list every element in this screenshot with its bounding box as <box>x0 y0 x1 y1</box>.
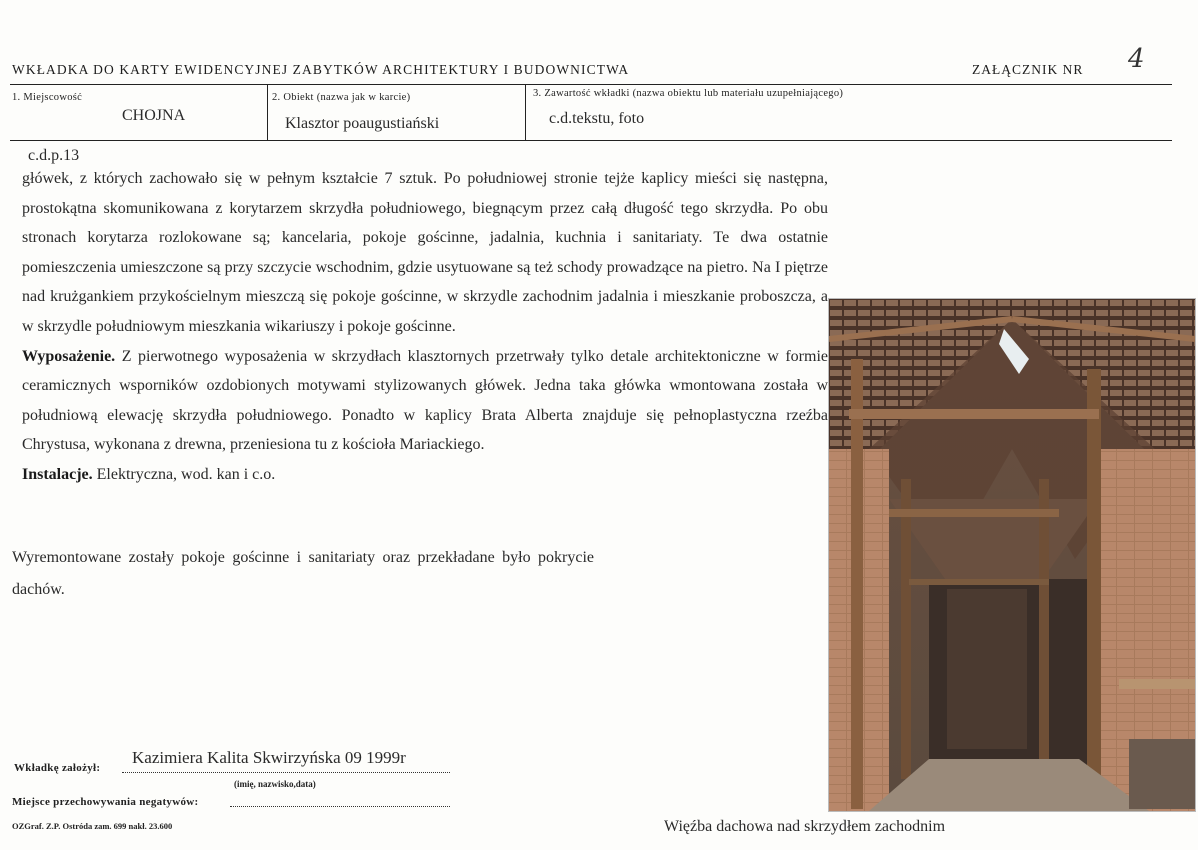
installations-text: Elektryczna, wod. kan i c.o. <box>92 465 276 483</box>
author-dotline <box>122 772 450 773</box>
continuation-note: c.d.p.13 <box>28 147 80 164</box>
locality-value: CHOJNA <box>122 107 186 124</box>
body-text <box>22 164 828 490</box>
object-value: Klasztor poaugustiański <box>285 115 440 132</box>
form-title: WKŁADKA DO KARTY EWIDENCYJNEJ ZABYTKÓW ARCHITEKTURY I BUDOWNICTWA <box>12 62 630 77</box>
object-label: 2. Obiekt (nazwa jak w karcie) <box>272 92 411 103</box>
negative-storage-label: Miejsce przechowywania negatywów: <box>12 796 199 808</box>
print-info: OZGraf. Z.P. Ostróda zam. 699 nakł. 23.600 <box>12 821 173 831</box>
content-value: c.d.tekstu, foto <box>549 110 645 127</box>
roof-truss-image <box>829 299 1195 811</box>
locality-label: 1. Miejscowość <box>12 92 83 103</box>
negative-dotline <box>230 806 450 807</box>
equipment-heading: Wyposażenie. <box>22 347 116 365</box>
roof-truss-photo <box>828 298 1196 812</box>
installations-heading: Instalacje. <box>22 465 93 483</box>
repair-note: Wyremontowane zostały pokoje gościnne i sanitariaty oraz przekładane było pokrycie dachów. <box>12 549 594 598</box>
fields-rule <box>10 140 1172 141</box>
equipment-text: Z pierwotnego wyposażenia w skrzydłach klasztornych przetrwały tylko detale architektoniczne w formie ceramicznych wsporników ozdobionych motywami stylizowanych główek. Jedna taka główka wmontowana została w południową elewację skrzydła południowego. Ponadto w kaplicy Brata Alberta znajduje się pełnoplastyczna rzeźba Chrystusa, wykonana z drewna, przeniesiona tu z kościoła Mariackiego. <box>22 347 828 454</box>
author-hint: (imię, nazwisko,data) <box>234 779 316 789</box>
author-value: Kazimiera Kalita Skwirzyńska 09 1999r <box>132 748 406 767</box>
field-divider <box>267 84 268 141</box>
paragraph-main: główek, z których zachowało się w pełnym kształcie 7 sztuk. Po południowej stronie tejże kaplicy mieści się następna, prostokątna skomunikowana z korytarzem skrzydła południowego, biegnącym przez całą długość tego skrzydła. Po obu stronach korytarza rozlokowane są; kancelaria, pokoje gościnne, jadalnia, kuchnia i sanitariaty. Te dwa ostatnie pomieszczenia umieszczone są przy szczycie wschodnim, gdzie usytuowane są też schody prowadzące na pietro. Na I piętrze nad krużgankiem przykościelnym mieszczą się pokoje gościnne, w skrzydle zachodnim jadalnia i mieszkanie proboszcza, a w skrzydle południowym mieszkania wikariuszy i pokoje gościnne. <box>22 170 828 335</box>
paragraph-equipment <box>22 342 828 460</box>
content-label: 3. Zawartość wkładki (nazwa obiektu lub materiału uzupełniającego) <box>533 88 844 99</box>
field-divider <box>525 84 526 141</box>
annex-number: 4 <box>1128 44 1145 74</box>
author-label: Wkładkę założył: <box>14 762 101 774</box>
header-rule <box>10 84 1172 85</box>
paragraph-installations <box>22 460 828 490</box>
photo-caption: Więźba dachowa nad skrzydłem zachodnim <box>664 818 946 835</box>
annex-label: ZAŁĄCZNIK NR <box>972 62 1084 77</box>
